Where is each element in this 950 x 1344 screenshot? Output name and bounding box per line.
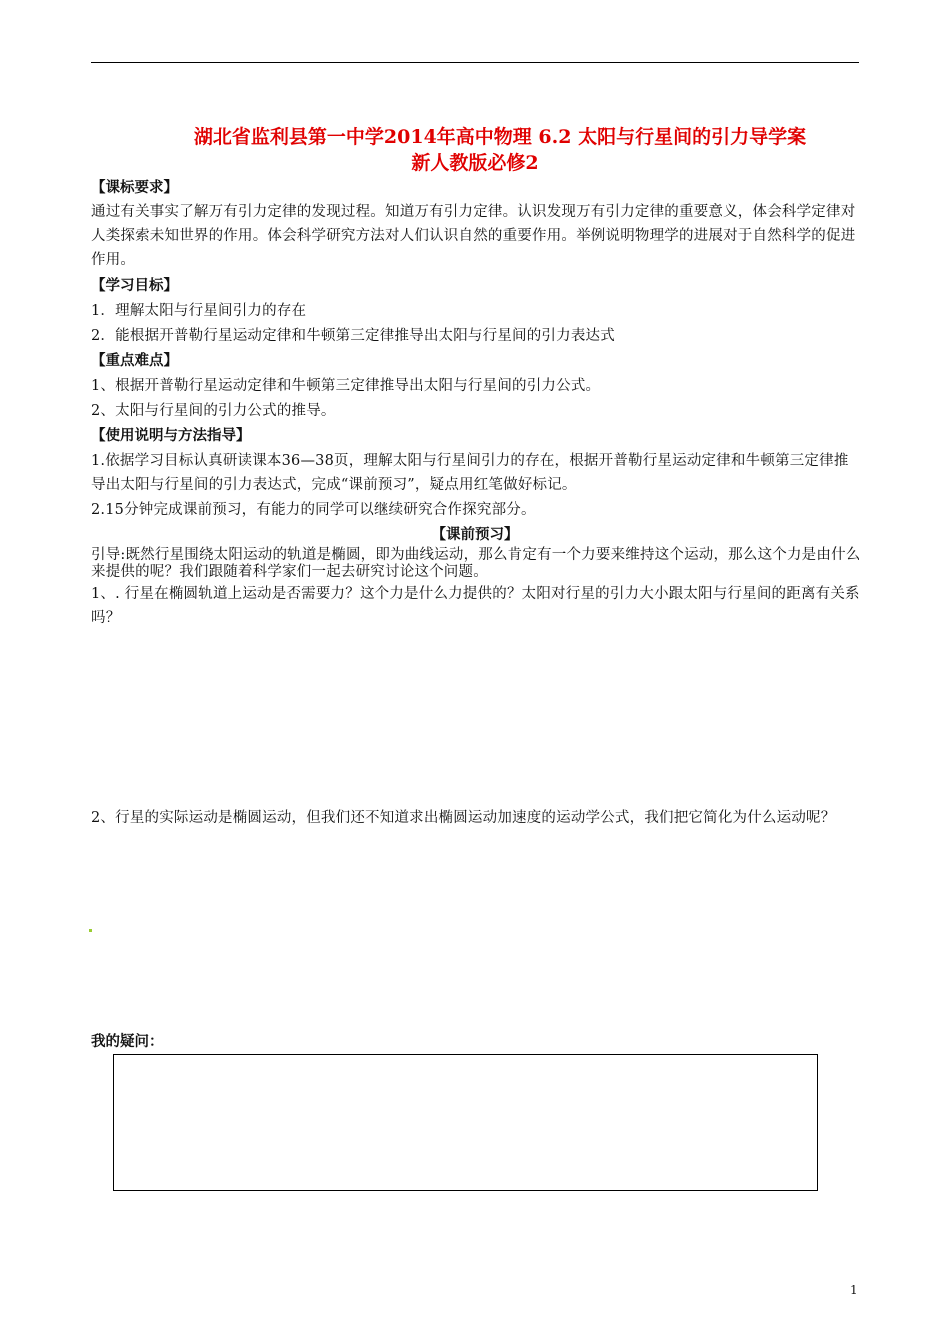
goals-heading: 【学习目标】 [91, 277, 178, 294]
instructions-heading: 【使用说明与方法指导】 [91, 427, 251, 444]
key-point-item: 1、根据开普勒行星运动定律和牛顿第三定律推导出太阳与行星间的引力公式。 [91, 378, 601, 394]
my-questions-heading: 我的疑问： [91, 1033, 164, 1050]
preview-heading: 【课前预习】 [431, 526, 519, 543]
curriculum-body: 通过有关事实了解万有引力定律的发现过程。知道万有引力定律。认识发现万有引力定律的重要意义，体会科学定律对人类探索未知世界的作用。体会科学研究方法对人们认识自然的重要作用。举例说明物理学的进展对于自然科学的促进作用。 [91, 204, 856, 268]
key-point-item: 2、太阳与行星间的引力公式的推导。 [91, 403, 336, 419]
header-rule [91, 62, 859, 63]
document-title-line-1: 湖北省监利县第一中学2014年高中物理 6.2 太阳与行星间的引力导学案 [193, 126, 807, 148]
page-number: 1 [850, 1283, 858, 1297]
goal-item: 2．能根据开普勒行星运动定律和牛顿第三定律推导出太阳与行星间的引力表达式 [91, 328, 615, 344]
document-title-line-2: 新人教版必修2 [411, 152, 539, 174]
goal-item: 1．理解太阳与行星间引力的存在 [91, 303, 307, 319]
stray-mark [89, 929, 92, 932]
preview-intro: 引导:既然行星围绕太阳运动的轨道是椭圆，即为曲线运动，那么肯定有一个力要来维持这个运动，那么这个力是由什么来提供的呢？我们跟随着科学家们一起去研究讨论这个问题。 [91, 547, 861, 580]
curriculum-heading: 【课标要求】 [91, 179, 178, 196]
my-questions-answer-box[interactable] [113, 1054, 818, 1191]
key-points-heading: 【重点难点】 [91, 352, 178, 369]
instruction-item: 2.15分钟完成课前预习，有能力的同学可以继续研究合作探究部分。 [91, 502, 536, 518]
preview-question-1: 1、. 行星在椭圆轨道上运动是否需要力？这个力是什么力提供的？太阳对行星的引力大小跟太阳与行星间的距离有关系吗？ [91, 586, 860, 626]
instruction-item: 1.依据学习目标认真研读课本36—38页，理解太阳与行星间引力的存在，根据开普勒行星运动定律和牛顿第三定律推导出太阳与行星间的引力表达式，完成“课前预习”，疑点用红笔做好标记。 [91, 453, 849, 493]
preview-question-2: 2、行星的实际运动是椭圆运动，但我们还不知道求出椭圆运动加速度的运动学公式，我们把它简化为什么运动呢？ [91, 810, 836, 826]
